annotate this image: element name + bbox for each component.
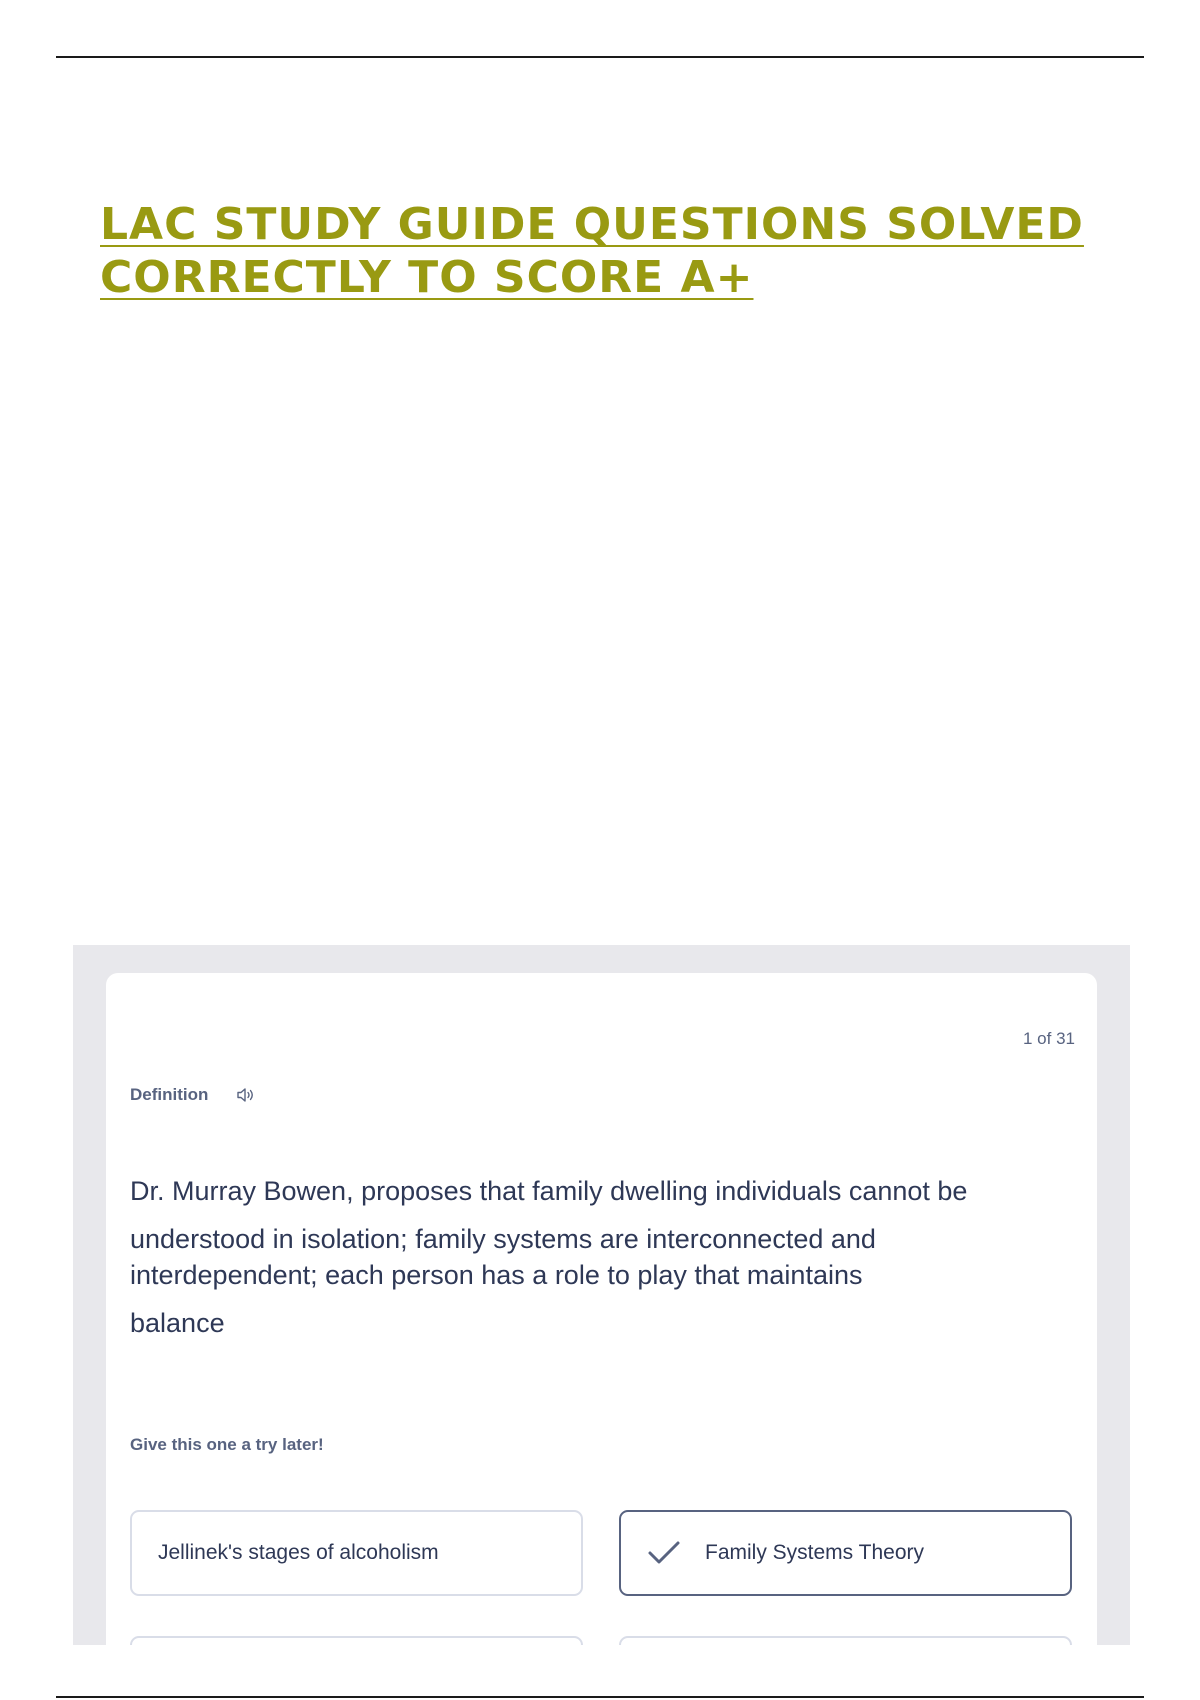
answer-option-placeholder[interactable] bbox=[130, 1636, 583, 1645]
term-label: Definition bbox=[130, 1085, 209, 1104]
term-header bbox=[130, 1085, 256, 1105]
speaker-icon[interactable] bbox=[236, 1087, 256, 1103]
top-rule bbox=[56, 56, 1144, 58]
definition-line: understood in isolation; family systems are interconnected and bbox=[130, 1224, 876, 1254]
definition-line: balance bbox=[130, 1308, 225, 1338]
document-title bbox=[100, 198, 1100, 304]
definition-text bbox=[130, 1171, 1030, 1341]
definition-line: Dr. Murray Bowen, proposes that family dwelling individuals cannot be bbox=[130, 1176, 968, 1206]
answer-option-family-systems[interactable] bbox=[619, 1510, 1072, 1596]
check-icon bbox=[647, 1539, 681, 1567]
card-counter: 1 of 31 bbox=[1023, 1029, 1075, 1048]
document-title-line-1: LAC STUDY GUIDE QUESTIONS SOLVED bbox=[100, 199, 1084, 250]
document-title-line-2: CORRECTLY TO SCORE A+ bbox=[100, 252, 754, 303]
definition-line: interdependent; each person has a role to play that maintains bbox=[130, 1260, 863, 1290]
bottom-rule bbox=[56, 1696, 1144, 1698]
answer-option-placeholder[interactable] bbox=[619, 1636, 1072, 1645]
flashcard-screenshot bbox=[73, 945, 1130, 1645]
answer-option-jellinek[interactable] bbox=[130, 1510, 583, 1596]
answer-option-label: Jellinek's stages of alcoholism bbox=[158, 1541, 439, 1564]
try-later-prompt: Give this one a try later! bbox=[130, 1435, 324, 1454]
answer-option-label: Family Systems Theory bbox=[705, 1541, 924, 1564]
flashcard bbox=[106, 973, 1097, 1645]
